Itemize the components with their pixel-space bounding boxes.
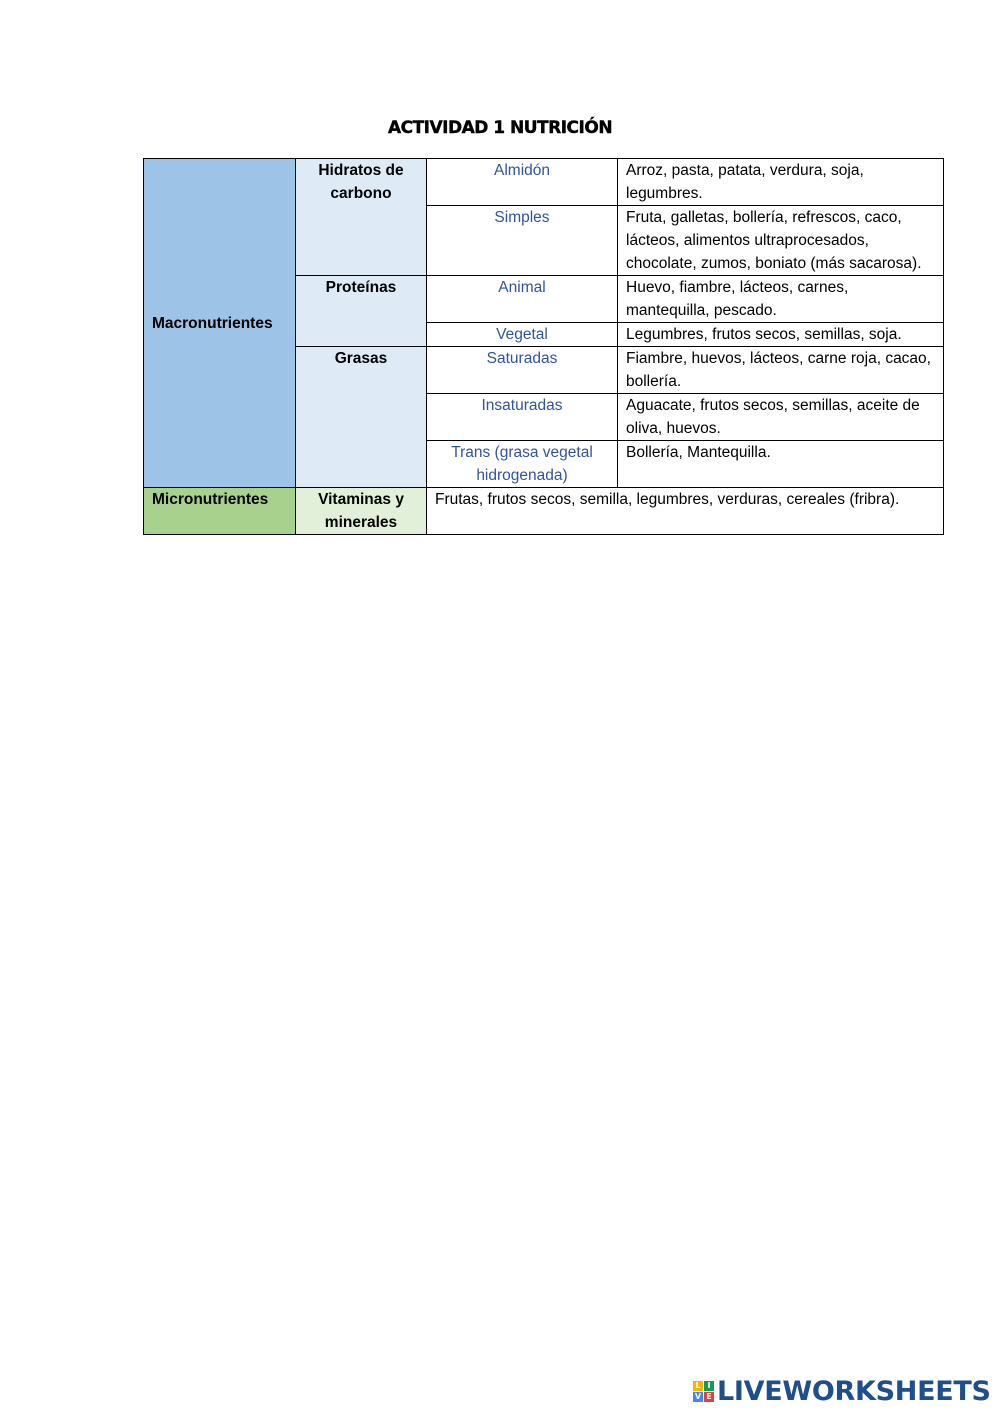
micronutrients-cell: Micronutrientes <box>144 488 296 535</box>
group-proteins: Proteínas <box>296 276 427 347</box>
subtype-cell: Animal <box>427 276 618 323</box>
logo-mark-letter: E <box>704 1392 714 1402</box>
logo-mark-letter: L <box>693 1381 703 1391</box>
liveworksheets-logo[interactable] <box>693 1374 991 1408</box>
foods-cell: Huevo, fiambre, lácteos, carnes, mantequilla, pescado. <box>618 276 944 323</box>
logo-mark-letter: V <box>694 1391 702 1401</box>
logo-mark-icon <box>693 1381 714 1402</box>
subtype-cell: Simples <box>427 206 618 276</box>
subtype-cell: Saturadas <box>427 347 618 394</box>
foods-cell: Arroz, pasta, patata, verdura, soja, legumbres. <box>618 159 944 206</box>
foods-cell: Aguacate, frutos secos, semillas, aceite de oliva, huevos. <box>618 394 944 441</box>
macronutrients-cell: Macronutrientes <box>144 159 296 488</box>
table-row <box>144 159 944 206</box>
logo-text: LIVEWORKSHEETS <box>717 1375 991 1407</box>
foods-cell: Fiambre, huevos, lácteos, carne roja, cacao, bollería. <box>618 347 944 394</box>
subtype-cell: Almidón <box>427 159 618 206</box>
group-fats: Grasas <box>296 347 427 488</box>
document-title: ACTIVIDAD 1 NUTRICIÓN <box>387 118 613 138</box>
foods-cell: Bollería, Mantequilla. <box>618 441 944 488</box>
subtype-cell: Insaturadas <box>427 394 618 441</box>
foods-cell: Frutas, frutos secos, semilla, legumbres, verduras, cereales (fribra). <box>427 488 944 535</box>
table-row <box>144 488 944 535</box>
group-carbohydrates: Hidratos de carbono <box>296 159 427 276</box>
nutrition-table <box>143 158 944 535</box>
foods-cell: Legumbres, frutos secos, semillas, soja. <box>618 323 944 347</box>
subtype-cell: Vegetal <box>427 323 618 347</box>
group-vitamins-minerals: Vitaminas y minerales <box>296 488 427 535</box>
subtype-cell: Trans (grasa vegetal hidrogenada) <box>427 441 618 488</box>
foods-cell: Fruta, galletas, bollería, refrescos, caco, lácteos, alimentos ultraprocesados, chocolate, zumos, boniato (más sacarosa). <box>618 206 944 276</box>
logo-mark-letter: I <box>704 1381 714 1391</box>
